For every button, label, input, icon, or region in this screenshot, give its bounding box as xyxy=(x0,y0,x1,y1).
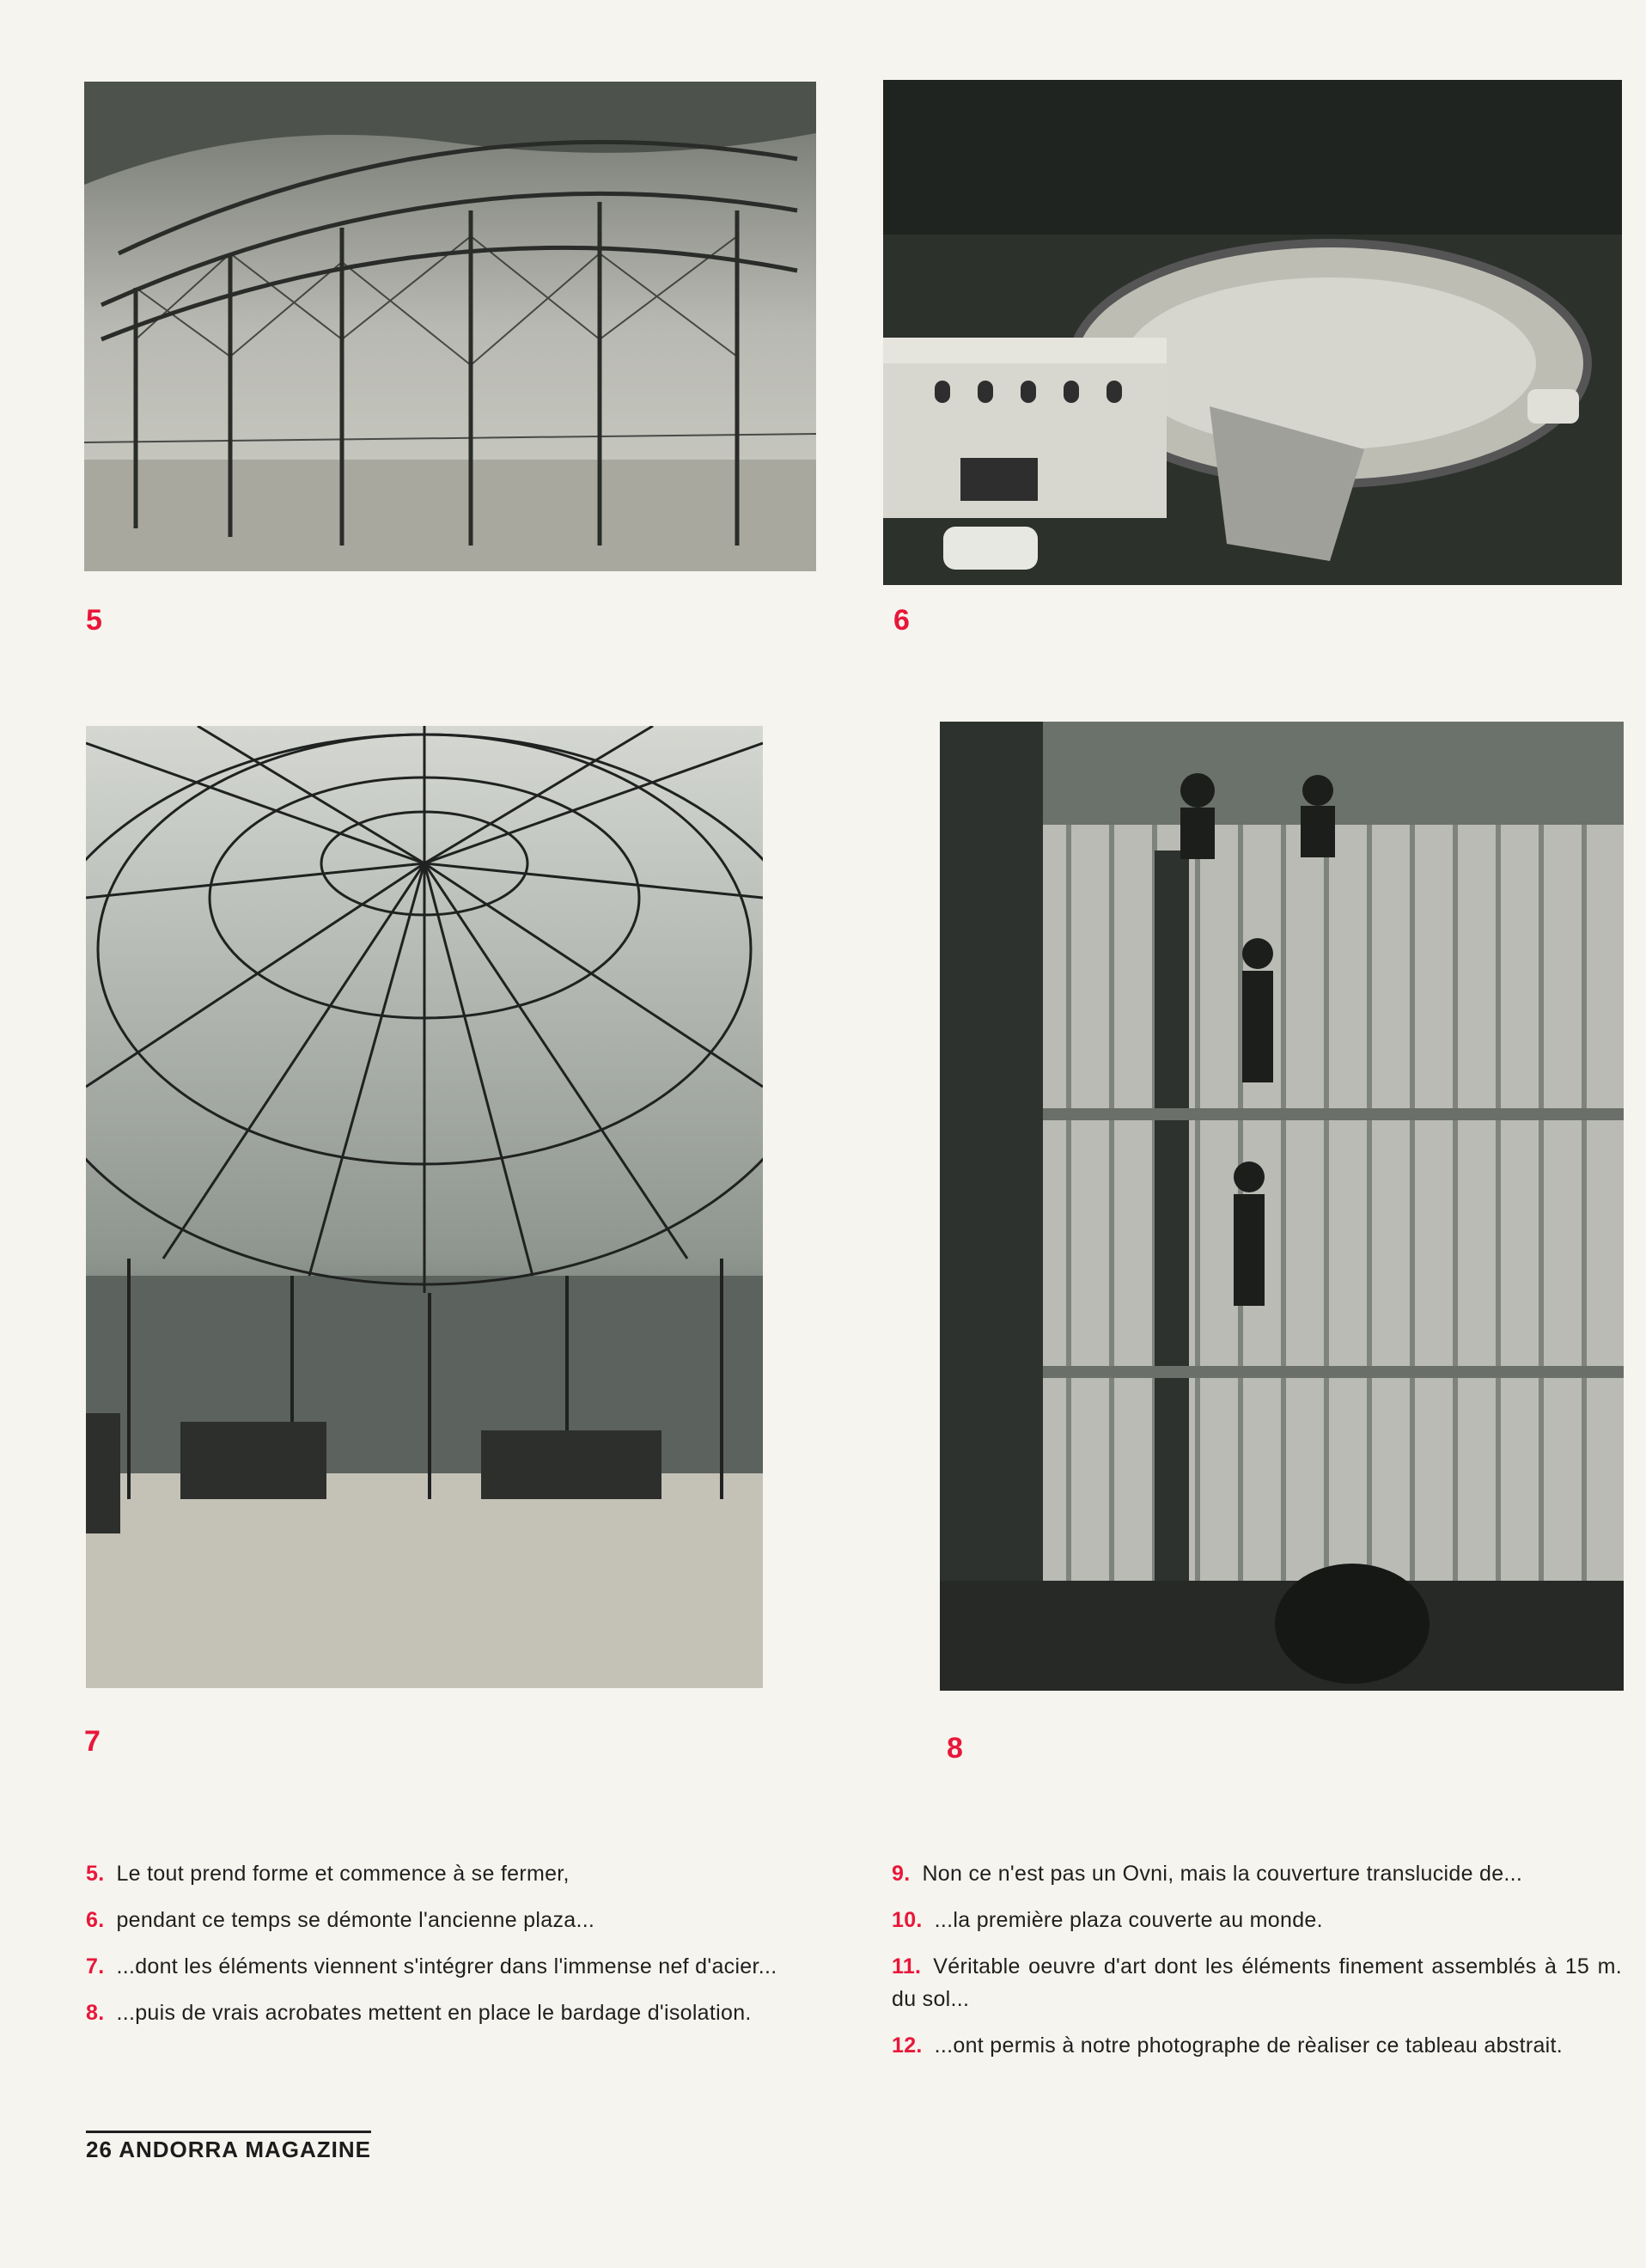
caption-number: 10. xyxy=(892,1908,923,1932)
captions-left xyxy=(86,1857,820,2043)
caption-11 xyxy=(892,1950,1622,2015)
caption-6 xyxy=(86,1904,820,1936)
photo-6-image xyxy=(883,80,1622,585)
photo-5-image xyxy=(84,82,816,571)
page-footer xyxy=(86,2131,371,2163)
caption-10 xyxy=(892,1904,1622,1936)
caption-text: Non ce n'est pas un Ovni, mais la couverture translucide de... xyxy=(922,1862,1523,1886)
caption-text: ...la première plaza couverte au monde. xyxy=(934,1908,1323,1932)
caption-8 xyxy=(86,1997,820,2029)
caption-text: Véritable oeuvre d'art dont les éléments finement assemblés à 15 m. du sol... xyxy=(892,1954,1622,2011)
caption-12 xyxy=(892,2029,1622,2062)
photo-8-image xyxy=(940,722,1624,1691)
caption-text: ...puis de vrais acrobates mettent en place le bardage d'isolation. xyxy=(116,2001,752,2025)
caption-number: 5. xyxy=(86,1862,105,1886)
caption-text: ...ont permis à notre photographe de rèaliser ce tableau abstrait. xyxy=(934,2033,1563,2058)
caption-number: 9. xyxy=(892,1862,911,1886)
photo-6 xyxy=(883,80,1622,585)
figure-number-6: 6 xyxy=(893,604,910,637)
caption-9 xyxy=(892,1857,1622,1890)
photo-7-image xyxy=(86,726,763,1688)
captions-right xyxy=(892,1857,1622,2076)
figure-number-7: 7 xyxy=(84,1725,101,1758)
caption-number: 12. xyxy=(892,2033,923,2058)
caption-number: 8. xyxy=(86,2001,105,2025)
photo-7 xyxy=(86,726,763,1688)
caption-7 xyxy=(86,1950,820,1983)
figure-number-5: 5 xyxy=(86,604,102,637)
caption-text: ...dont les éléments viennent s'intégrer dans l'immense nef d'acier... xyxy=(116,1954,777,1978)
publication-name: ANDORRA MAGAZINE xyxy=(119,2137,371,2162)
caption-number: 11. xyxy=(892,1954,922,1978)
photo-8 xyxy=(940,722,1624,1691)
page-number: 26 xyxy=(86,2137,113,2162)
caption-text: pendant ce temps se démonte l'ancienne plaza... xyxy=(116,1908,595,1932)
caption-number: 7. xyxy=(86,1954,105,1978)
figure-number-8: 8 xyxy=(947,1732,963,1765)
caption-text: Le tout prend forme et commence à se fermer, xyxy=(116,1862,570,1886)
photo-5 xyxy=(84,82,816,571)
caption-5 xyxy=(86,1857,820,1890)
caption-number: 6. xyxy=(86,1908,105,1932)
